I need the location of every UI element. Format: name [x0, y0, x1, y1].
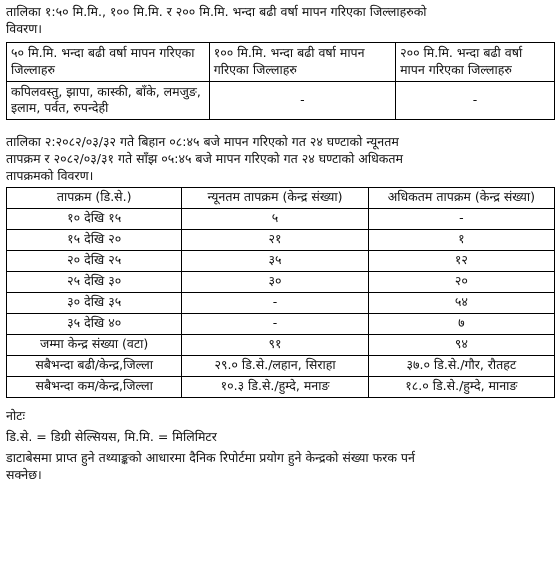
header-cell-maximum: अधिकतम तापक्रम (केन्द्र संख्या) — [368, 187, 554, 208]
total-stations-row — [7, 334, 555, 355]
table-cell: १० देखि १५ — [7, 208, 182, 229]
cell-200mm-districts: - — [396, 81, 555, 120]
table2-caption-line2: तापक्रम र २०८२/०३/३१ गते साँझ ०५:४५ बजे मापन गरिएको गत २४ घण्टाको अधिकतम — [6, 151, 403, 167]
table1-caption-line2: विवरण। — [6, 20, 43, 36]
table-cell: २९.० डि.से./लहान, सिराहा — [182, 355, 368, 376]
lowest-row — [7, 376, 555, 397]
notes-section — [6, 408, 555, 484]
table2-caption-line1: तालिका २:२०८२/०३/३२ गते बिहान ०८:४५ बजे मापन गरिएको गत २४ घण्टाको न्यूनतम — [6, 134, 399, 150]
table-cell: सबैभन्दा बढी/केन्द्र,जिल्ला — [7, 355, 182, 376]
notes-disclaimer-line1: डाटाबेसमा प्राप्त हुने तथ्याङ्कको आधारमा दैनिक रिपोर्टमा प्रयोग हुने केन्द्रको संख्या फरक पर्न — [6, 449, 415, 465]
table-header-row — [7, 187, 555, 208]
table-cell: ७ — [368, 313, 554, 334]
header-cell-temperature: तापक्रम (डि.से.) — [7, 187, 182, 208]
table-cell: ३० देखि ३५ — [7, 292, 182, 313]
table2-section — [6, 134, 555, 398]
table-cell: सबैभन्दा कम/केन्द्र,जिल्ला — [7, 376, 182, 397]
table-header-row — [7, 42, 555, 81]
table1-section — [6, 4, 555, 120]
table-cell: १ — [368, 229, 554, 250]
notes-title: नोटः — [6, 407, 26, 423]
table-cell: १८.० डि.से./हुम्दे, मानाङ — [368, 376, 554, 397]
table-cell: १०.३ डि.से./हुम्दे, मनाङ — [182, 376, 368, 397]
table-cell: १२ — [368, 250, 554, 271]
table2-caption-line3: तापक्रमको विवरण। — [6, 168, 94, 183]
cell-50mm-districts: कपिलवस्तु, झापा, कास्की, बाँके, लमजुङ, इलाम, पर्वत, रुपन्देही — [7, 81, 210, 120]
header-cell-100mm: १०० मि.मि. भन्दा बढी वर्षा मापन गरिएका जिल्लाहरु — [209, 42, 395, 81]
table1-caption-line1: तालिका १:५० मि.मि., १०० मि.मि. र २०० मि.मि. भन्दा बढी वर्षा मापन गरिएका जिल्लाहरुको — [6, 4, 427, 19]
table-cell: ५४ — [368, 292, 554, 313]
table-cell: १५ देखि २० — [7, 229, 182, 250]
table-cell: - — [182, 292, 368, 313]
table-cell: ३७.० डि.से./गौर, रौतहट — [368, 355, 554, 376]
table-cell: २५ देखि ३० — [7, 271, 182, 292]
highest-row — [7, 355, 555, 376]
table-cell: ३० — [182, 271, 368, 292]
table-cell: ९४ — [368, 334, 554, 355]
table-cell: ९१ — [182, 334, 368, 355]
table-row — [7, 313, 555, 334]
header-cell-50mm: ५० मि.मि. भन्दा बढी वर्षा मापन गरिएका जिल्लाहरु — [7, 42, 210, 81]
temperature-table — [6, 187, 555, 398]
table-cell: ३५ — [182, 250, 368, 271]
table-row — [7, 250, 555, 271]
table-row — [7, 292, 555, 313]
table-cell: ५ — [182, 208, 368, 229]
table-cell: २० — [368, 271, 554, 292]
table-row — [7, 208, 555, 229]
table-cell: जम्मा केन्द्र संख्या (वटा) — [7, 334, 182, 355]
cell-100mm-districts: - — [209, 81, 395, 120]
table-cell: २० देखि २५ — [7, 250, 182, 271]
table-row — [7, 81, 555, 120]
table-row — [7, 229, 555, 250]
table-cell: ३५ देखि ४० — [7, 313, 182, 334]
table-cell: - — [182, 313, 368, 334]
table-cell: - — [368, 208, 554, 229]
header-cell-minimum: न्यूनतम तापक्रम (केन्द्र संख्या) — [182, 187, 368, 208]
rainfall-table — [6, 42, 555, 121]
header-cell-200mm: २०० मि.मि. भन्दा बढी वर्षा मापन गरिएका जिल्लाहरु — [396, 42, 555, 81]
notes-disclaimer-line2: सक्नेछ। — [6, 466, 42, 482]
table-row — [7, 271, 555, 292]
notes-abbreviations: डि.से. = डिग्री सेल्सियस, मि.मि. = मिलिमिटर — [6, 428, 217, 444]
table-cell: २१ — [182, 229, 368, 250]
